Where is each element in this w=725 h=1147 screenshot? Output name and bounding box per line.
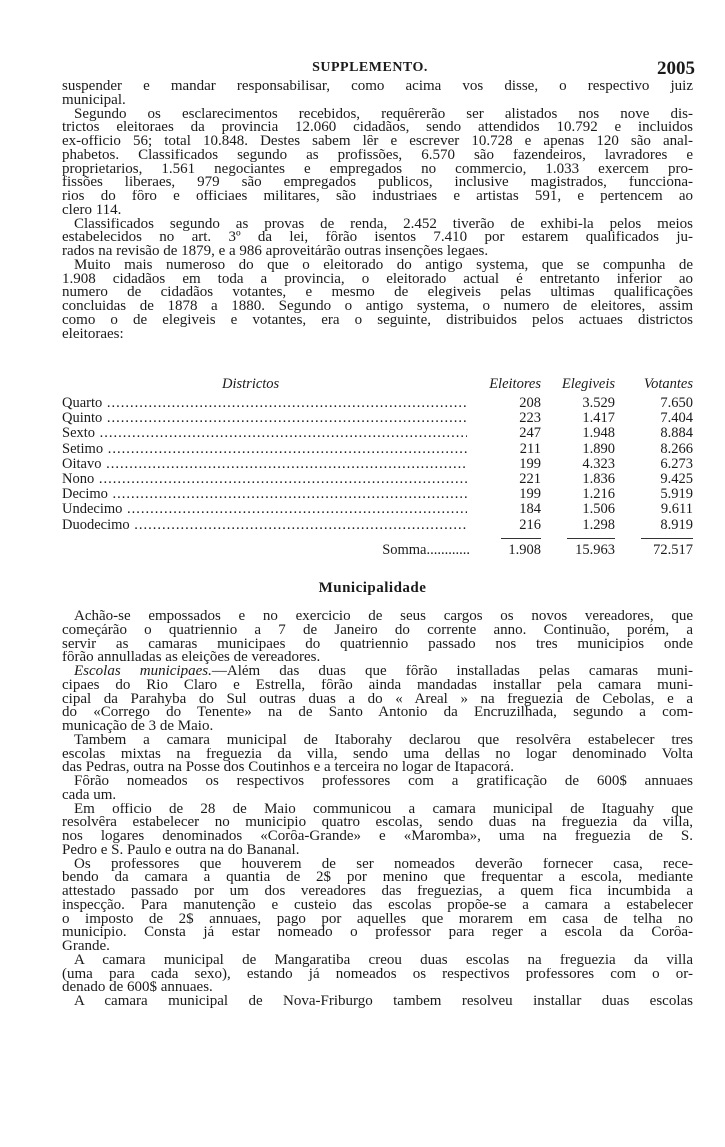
text-line: [62, 720, 693, 734]
total-eleitores: 1.908: [508, 541, 541, 558]
votantes-value: 8.919: [660, 516, 693, 533]
district-name: Undecimo .....: [62, 502, 467, 517]
text-line: [62, 286, 693, 300]
text-line: [62, 885, 693, 899]
votantes-value: 9.611: [660, 501, 693, 518]
eleitores-value: 216: [519, 516, 541, 533]
text-line: [62, 858, 693, 872]
eleitores-value: 199: [519, 486, 541, 503]
page-number: 2005: [657, 58, 695, 79]
table-row: [62, 396, 693, 411]
elegiveis-value: 1.890: [582, 440, 615, 457]
line-text: suspender e mandar responsabilisar, como acima vos disse, o respectivo juiz: [62, 80, 693, 94]
line-text: Muito mais numeroso do que o eleitorado do antigo systema, que se compunha de: [74, 258, 693, 273]
paragraph: [62, 734, 693, 775]
text-line: [62, 789, 693, 803]
line-text: resolvêra estabelecer no municipio quatro escolas, sendo duas na freguezia da villa,: [62, 816, 693, 830]
line-text: Pedro e S. Paulo e outra na do Bananal.: [62, 843, 300, 858]
line-text: 1.908 cidadãos em toda a provincia, o eleitorado actual é entretanto inferior ao: [62, 272, 693, 287]
total-votantes: 72.517: [653, 541, 693, 558]
text-line: [62, 816, 693, 830]
district-name: Quinto .....: [62, 411, 467, 426]
elegiveis-value: 1.506: [582, 501, 615, 518]
line-text: A camara municipal de Mangaratiba creou duas escolas na freguezia da villa: [74, 953, 693, 968]
line-text: Fôrão nomeados os respectivos professores com a gratificação de 600$ annuaes: [74, 775, 693, 789]
line-text: concluidas de 1878 a 1880. Segundo o antigo systema, o numero de eleitores, assim: [62, 300, 693, 314]
text-line: [62, 913, 693, 927]
table-row: [62, 487, 693, 502]
paragraph: [62, 995, 693, 1009]
text-line: [62, 300, 693, 314]
text-line: [62, 761, 693, 775]
table-row: [62, 518, 693, 533]
text-line: [62, 273, 693, 287]
line-text: trictos eleitoraes da provincia 12.060 cidadãos, sendo attendidos 10.792 e incluidos: [62, 121, 693, 135]
paragraph: [62, 954, 693, 995]
line-text: servir as camaras municipaes do quatriennio passado nos tres municipios onde: [62, 637, 693, 652]
text-line: [62, 176, 693, 190]
line-text: municipal.: [62, 93, 126, 108]
line-text: attestado passado por um dos vereadores das freguezias, a quem fica incumbida a: [62, 885, 693, 899]
line-text: rios do fôro e officiaes militares, são industriaes e artistas 591, e pertencem ao: [62, 190, 693, 204]
text-line: [62, 679, 693, 693]
line-text: inspecção. Para manutenção e custeio das escolas propõe-se a camara a estabelecer: [62, 898, 693, 913]
text-line: [62, 899, 693, 913]
line-text: numero de cidadãos votantes, e mesmo de elegiveis pelas ultimas qualificações: [62, 286, 693, 300]
district-name: Sexto .....: [62, 426, 467, 441]
section-title: Municipalidade: [318, 580, 427, 596]
votantes-value: 8.884: [660, 425, 693, 442]
votantes-value: 6.273: [660, 455, 693, 472]
table-header: [62, 376, 693, 396]
line-text: ex-officio 56; total 10.848. Destes sabem lêr e escrever 10.728 e apenas 120 são anal-: [62, 135, 693, 149]
text-line: [62, 245, 693, 259]
elegiveis-value: 1.948: [582, 425, 615, 442]
text-line: [62, 968, 693, 982]
paragraph: [62, 218, 693, 259]
text-line: [62, 775, 693, 789]
district-name: Quarto .....: [62, 396, 467, 411]
text-line: [62, 231, 693, 245]
text-line: [62, 871, 693, 885]
line-text: A camara municipal de Nova-Friburgo tambem resolveu installar duas escolas: [74, 995, 693, 1009]
text-line: [62, 624, 693, 638]
table-row: [62, 502, 693, 517]
line-text: municipio. Consta já estar nomeado o professor para reger a escola da Corôa-: [62, 926, 693, 940]
text-line: [62, 651, 693, 665]
line-text: denado de 600$ annuaes.: [62, 981, 213, 995]
line-text: municação de 3 de Maio.: [62, 720, 214, 734]
running-title: SUPPLEMENTO.: [312, 60, 428, 75]
line-text: Grande.: [62, 940, 110, 954]
text-line: [62, 259, 693, 273]
elegiveis-value: 1.216: [582, 486, 615, 503]
eleitores-value: 211: [519, 440, 541, 457]
municipalidade-text: [62, 610, 693, 1009]
text-line: [62, 803, 693, 817]
text-line: [62, 108, 693, 122]
line-text: Segundo os esclarecimentos recebidos, requêrerão ser alistados nos nove dis-: [74, 107, 693, 122]
elegiveis-value: 4.323: [582, 455, 615, 472]
paragraph: [62, 665, 693, 734]
eleitores-value: 208: [519, 395, 541, 411]
total-elegiveis: 15.963: [575, 541, 615, 558]
total-rule: [567, 538, 615, 539]
line-text: do «Corrego do Tenente» na de Santo Antonio da Encruzilhada, segundo a com-: [62, 706, 693, 720]
line-text: começárão o quatriennio a 7 de Janeiro do corrente anno. Continuão, porém, a: [62, 623, 693, 638]
line-text: (uma para cada sexo), estando já nomeados os respectivos professores com o or-: [62, 967, 693, 982]
line-text: bendo da camara a quantia de 2$ por menino que frequentar a escola, mediante: [62, 871, 693, 885]
eleitores-value: 221: [519, 470, 541, 487]
text-line: [62, 844, 693, 858]
text-line: [62, 954, 693, 968]
paragraph: [62, 108, 693, 218]
votantes-value: 9.425: [660, 470, 693, 487]
text-line: [62, 981, 693, 995]
eleitores-value: 223: [519, 410, 541, 427]
intro-text: [62, 80, 693, 341]
elegiveis-value: 3.529: [582, 395, 615, 411]
text-line: [62, 638, 693, 652]
text-line: [62, 163, 693, 177]
line-text: escolas mixtas na freguezia da villa, sendo uma dellas no logar denominado Volta: [62, 747, 693, 762]
text-line: [62, 135, 693, 149]
elegiveis-value: 1.417: [582, 410, 615, 427]
paragraph: [62, 80, 693, 108]
votantes-value: 7.404: [660, 410, 693, 427]
elegiveis-value: 1.836: [582, 470, 615, 487]
text-line: [62, 218, 693, 232]
total-rule: [641, 538, 693, 539]
line-text: Tambem a camara municipal de Itaborahy declarou que resolvêra estabelecer tres: [74, 733, 693, 748]
line-text: nos logares denominados «Corôa-Grande» e «Maromba», uma na freguezia de S.: [62, 830, 693, 844]
eleitores-value: 247: [519, 425, 541, 442]
votantes-value: 5.919: [660, 486, 693, 503]
line-text: Os professores que houverem de ser nomeados deverão fornecer casa, rece-: [74, 857, 693, 872]
line-text: proprietarios, 1.561 negociantes e empregados no commercio, 1.033 exercem pro-: [62, 162, 693, 177]
text-line: [62, 830, 693, 844]
votantes-value: 7.650: [660, 395, 693, 411]
districts-table: [62, 376, 693, 559]
page-header: [0, 60, 725, 80]
line-text: Classificados segundo as provas de renda, 2.452 tiverão de exhibi-la pelos meios: [74, 217, 693, 232]
header-eleitores: Eleitores: [489, 376, 541, 392]
table-total-row: [62, 541, 693, 559]
text-line: [62, 706, 693, 720]
text-line: [62, 665, 693, 679]
text-line: [62, 610, 693, 624]
district-name: Decimo .....: [62, 487, 467, 502]
district-name: Oitavo .....: [62, 457, 467, 472]
line-text: Achão-se empossados e no exercicio de seus cargos os novos vereadores, que: [74, 610, 693, 624]
text-line: [62, 328, 693, 342]
text-line: [62, 121, 693, 135]
text-line: [62, 748, 693, 762]
line-text: Em officio de 28 de Maio communicou a camara municipal de Itaguahy que: [74, 802, 693, 817]
paragraph: [62, 610, 693, 665]
line-text: clero 114.: [62, 203, 122, 218]
text-line: [62, 734, 693, 748]
line-text: —Além das duas que fôrão installadas pelas camaras muni-: [211, 665, 693, 679]
table-row: [62, 442, 693, 457]
line-text: rados na revisão de 1879, e a 986 aproveitárão outras insenções legaes.: [62, 245, 489, 259]
votantes-value: 8.266: [660, 440, 693, 457]
text-line: [62, 314, 693, 328]
table-row: [62, 411, 693, 426]
italic-lead: Escolas municipaes.: [74, 665, 212, 679]
line-text: phabetos. Classificados segundo as profissões, 6.570 são fazendeiros, lavradores e: [62, 148, 693, 163]
line-text: fissões liberaes, 979 são empregados publicos, inclusive magistrados, funccionа-: [62, 176, 693, 190]
district-name: Duodecimo .....: [62, 518, 467, 533]
line-text: cipaes do Rio Claro e Estrella, fôrão ainda mandadas installar pela camara muni-: [62, 678, 693, 693]
line-text: o imposto de 2$ annuaes, pago por aquelles que morarem em casa de telha no: [62, 912, 693, 927]
total-label: Somma............: [382, 541, 470, 558]
line-text: fôrão annulladas as eleições de vereadores.: [62, 651, 321, 665]
paragraph: [62, 858, 693, 954]
line-text: cipal da Parahyba do Sul outras duas a do « Areal » na freguezia de Cebolas, e a: [62, 692, 693, 707]
eleitores-value: 184: [519, 501, 541, 518]
header-districtos: Districtos: [222, 376, 280, 392]
text-line: [62, 926, 693, 940]
line-text: das Pedras, outra na Posse dos Coutinhos e a terceira no logar de Itapacorá.: [62, 761, 514, 775]
total-rule: [501, 538, 541, 539]
paragraph: [62, 803, 693, 858]
text-line: [62, 940, 693, 954]
paragraph: [62, 259, 693, 342]
elegiveis-value: 1.298: [582, 516, 615, 533]
table-row: [62, 457, 693, 472]
text-line: [62, 190, 693, 204]
text-line: [62, 693, 693, 707]
text-line: [62, 204, 693, 218]
district-name: Setimo .....: [62, 442, 467, 457]
district-name: Nono .....: [62, 472, 467, 487]
table-row: [62, 472, 693, 487]
table-body: [62, 396, 693, 533]
text-line: [62, 995, 693, 1009]
line-text: cada um.: [62, 788, 117, 803]
line-text: como o de elegiveis e votantes, era o seguinte, distribuidos pelos actuaes districtos: [62, 313, 693, 328]
line-text: eleitoraes:: [62, 327, 124, 342]
header-elegiveis: Elegiveis: [561, 376, 615, 392]
paragraph: [62, 775, 693, 803]
text-line: [62, 80, 693, 94]
header-votantes: Votantes: [643, 376, 693, 392]
line-text: estabelecidos no art. 3º da lei, fôrão isentos 7.410 por estarem qualificados ju-: [62, 231, 693, 245]
table-row: [62, 426, 693, 441]
text-line: [62, 94, 693, 108]
text-line: [62, 149, 693, 163]
eleitores-value: 199: [519, 455, 541, 472]
